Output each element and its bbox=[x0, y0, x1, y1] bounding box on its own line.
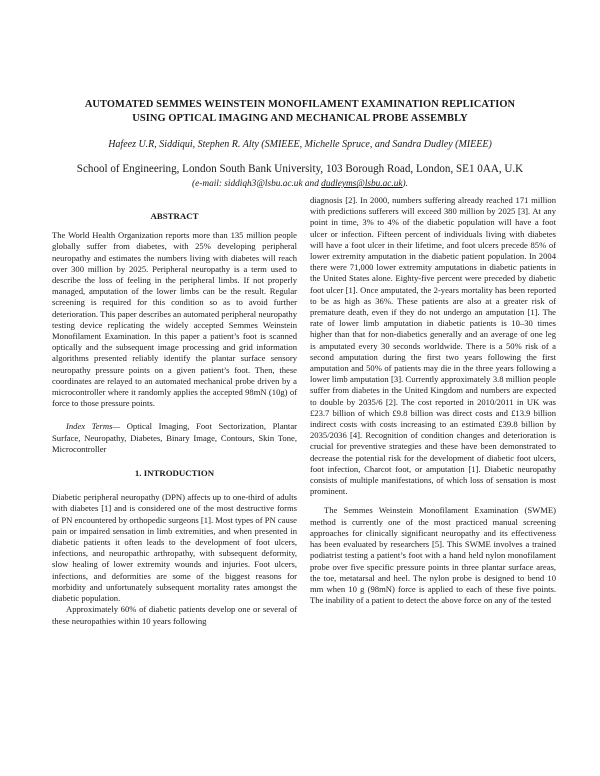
abstract-text: The World Health Organization reports more than 135 million people globally suffer from diabetes, with 25% developing peripheral neuropathy and estimates the numbers living with diabetes will reach over 300 million by 2025. Peripheral neuropathy is a term used to describe the loss of feeling in the peripheral limbs. If not properly managed, amputation of the lower limbs can be the result. Regular screening is required for this condition so as to avoid further deterioration. This paper describes an automated peripheral neuropathy testing device replicating the widely accepted Semmes Weinstein Monofilament Examination. In this paper a patient’s foot is scanned optically and the subsequent image processing and grid information algorithms presented reliably identify the plantar surface sensory neuropathy pressure points on a given patient’s foot. Then, these coordinates are relayed to an automated mechanical probe driven by a microcontroller where it randomly applies the accepted 98mN (10g) of force to those pressure points. bbox=[52, 230, 297, 409]
author-list: Hafeez U.R, Siddiqui, Stephen R. Alty (SMIEEE, Michelle Spruce, and Sandra Dudley (MIEEE) bbox=[108, 139, 492, 150]
abstract-heading: ABSTRACT bbox=[150, 211, 199, 221]
index-terms-text: Optical Imaging, Foot Sectorization, Plantar Surface, Neuropathy, Diabetes, Binary Image, Contours, Skin Tone, Microcontroller bbox=[52, 421, 297, 454]
introduction-paragraph-1: Diabetic peripheral neuropathy (DPN) affects up to one-third of adults with diabetes [1] and is considered one of the most destructive forms of PN encountered by orthopedic surgeons [1]. Most types of PN cause pain or impaired sensation in limb extremities, and when presented in diabetic patients it often leads to the development of foot ulcers, infections, and neuropathic arthropathy, with subsequent deformity, slow healing of lower extremity wounds and injuries. Foot ulcers, infections, and deformities are some of the biggest reasons for morbidity and unfortunately subsequent mortality rates amongst the diabetic population. bbox=[52, 492, 297, 604]
index-terms-label: Index Terms— bbox=[66, 421, 121, 432]
index-terms bbox=[52, 421, 297, 455]
title-line-1: AUTOMATED SEMMES WEINSTEIN MONOFILAMENT EXAMINATION REPLICATION bbox=[84, 99, 516, 110]
paper-title bbox=[40, 98, 560, 125]
right-paragraph-1: diagnosis [2]. In 2000, numbers suffering already reached 171 million with predictions sufferers will exceed 380 million by 2025 [3]. At any point in time, 3% to 4% of the diabetic population will have a foot ulcer or infection. Fifteen percent of individuals living with diabetes will have a foot ulcer in their lifetime, and foot ulcers precede 85% of lower extremity amputation in the diabetic patient population. In 2004 there were 71,000 lower extremity amputations in diabetic patients in the United States alone. Eighty-five percent were preceded by diabetic foot ulcer [1]. Once amputated, the 2-years mortality has been reported to be as high as 36%. These patients are also at a greater risk of premature death, even if they do not undergo an amputation [1]. The rate of lower limb amputation in diabetic patients is 10–30 times higher than that for non-diabetics generally and an average of one leg is amputated every 30 seconds worldwide. There is a 50% risk of a second amputation during the first two years following the first amputation and 50% of patients may die in the three years following a lower limb amputation [3]. Currently approximately 3.8 million people suffer from diabetes in the United Kingdom and numbers are expected to double by 2035/6 [2]. The cost reported in 2010/2011 in UK was £23.7 billion of which £9.8 billion was direct costs and £13.9 billion indirect costs with costs increasing to an estimated £39.8 billion by 2035/2036 [4]. Recognition of condition changes and deterioration is crucial for preventive strategies and these have been demonstrated to decrease the potential risk for the development of diabetic foot ulcers, foot infection, Charcot foot, or amputation [1]. Diabetic neuropathy consists of multiple manifestations, of which loss of sensation is most prominent. bbox=[310, 195, 556, 497]
email-line bbox=[40, 179, 560, 189]
introduction-paragraph-2: Approximately 60% of diabetic patients develop one or several of these neuropathies within 10 years following bbox=[52, 604, 297, 626]
email-suffix: ). bbox=[402, 179, 408, 189]
email-prefix: (e-mail: siddiqh3@lsbu.ac.uk and bbox=[192, 179, 322, 189]
title-line-2: USING OPTICAL IMAGING AND MECHANICAL PROBE ASSEMBLY bbox=[132, 112, 468, 124]
right-paragraph-2: The Semmes Weinstein Monofilament Examination (SWME) method is currently one of the most practiced manual screening approaches for clinically significant neuropathy and its effectiveness has been evaluated by researchers [5]. This SWME involves a trained podiatrist testing a patient’s foot with a hand held nylon monofilament probe over five specific pressure points in three plantar surface areas, the toe, metatarsal and heel. The nylon probe is designed to bend 10 mm when 10 g (98mN) force is applied to each of these five points. The inability of a patient to detect the above force on any of the tested bbox=[310, 505, 556, 606]
introduction-heading: 1. INTRODUCTION bbox=[134, 468, 215, 479]
email-link[interactable]: dudleyms@lsbu.ac.uk bbox=[321, 179, 403, 189]
affiliation: School of Engineering, London South Bank University, 103 Borough Road, London, SE1 0AA, U.K bbox=[76, 163, 524, 175]
left-column bbox=[52, 211, 297, 627]
right-column bbox=[310, 195, 556, 606]
